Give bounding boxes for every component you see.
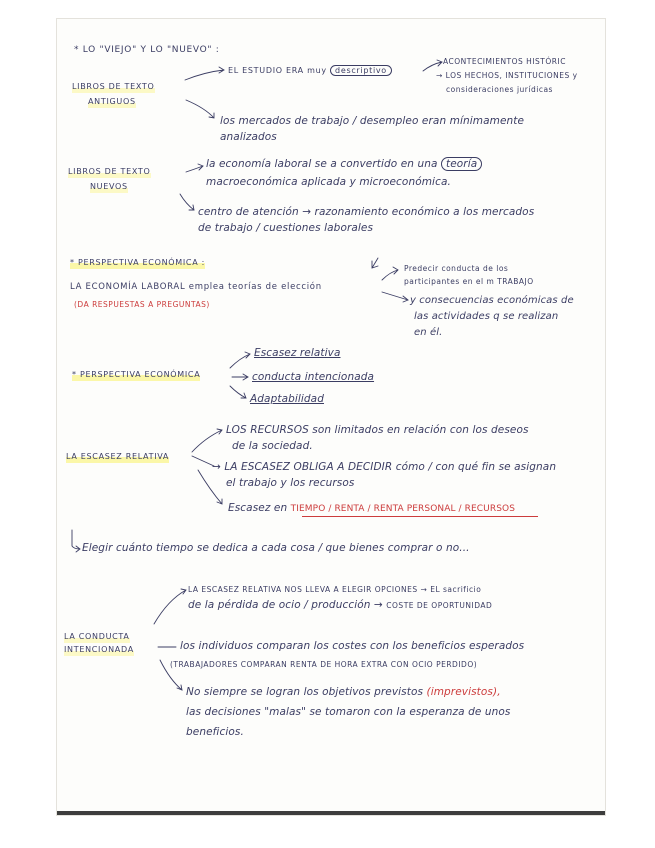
new-books-label-2: NUEVOS: [90, 182, 128, 191]
consequences-line-1: y consecuencias económicas de: [410, 295, 574, 306]
descriptive-line: [228, 64, 392, 77]
conduct-a-line-2-text: de la pérdida de ocio / producción →: [188, 599, 383, 611]
choose-time-line: Elegir cuánto tiempo se dedica a cada cosa / que bienes comprar o no...: [82, 542, 470, 554]
predict-line-2: participantes en el m TRABAJO: [404, 277, 534, 286]
decide-line-2: el trabajo y los recursos: [226, 477, 355, 489]
descriptive-prefix: EL ESTUDIO ERA muy: [228, 66, 327, 75]
opportunity-cost: COSTE DE OPORTUNIDAD: [386, 601, 493, 610]
unforeseen-red: (imprevistos),: [426, 686, 501, 698]
conduct-c-line-1-text: No siempre se logran los objetivos previstos: [186, 686, 424, 698]
markets-line-2: analizados: [220, 131, 277, 143]
item-relative-scarcity: Escasez relativa: [254, 347, 341, 359]
labor-economics-line: LA ECONOMÍA LABORAL emplea teorías de elección: [70, 282, 322, 292]
facts-line-1: ACONTECIMIENTOS HISTÓRIC: [443, 57, 566, 66]
focus-line-2: de trabajo / cuestiones laborales: [198, 222, 374, 234]
conduct-a-line-2: [188, 599, 492, 612]
red-underline: [302, 516, 538, 517]
old-books-label-2: ANTIGUOS: [88, 97, 136, 106]
new-books-line-1: [206, 158, 482, 171]
new-books-line-1-text: la economía laboral se a convertido en una: [206, 158, 438, 170]
intentional-conduct-label-1: LA CONDUCTA: [64, 632, 130, 641]
predict-line-1: Predecir conducta de los: [404, 264, 509, 273]
markets-line-1: los mercados de trabajo / desempleo eran mínimamente: [220, 115, 525, 127]
old-books-label-1: LIBROS DE TEXTO: [72, 82, 155, 91]
consequences-line-3: en él.: [414, 327, 443, 338]
heading-old-new: * LO "VIEJO" Y LO "NUEVO" :: [74, 45, 220, 55]
conduct-c-line-2: las decisiones "malas" se tomaron con la esperanza de unos: [186, 706, 511, 718]
conduct-a-line-1: LA ESCASEZ RELATIVA NOS LLEVA A ELEGIR OPCIONES → EL sacrificio: [188, 585, 482, 594]
heading-economic-perspective: * PERSPECTIVA ECONÓMICA :: [70, 258, 206, 267]
scarcity-in-prefix: Escasez en: [228, 502, 288, 514]
descriptive-word: descriptivo: [330, 65, 392, 76]
relative-scarcity-label: LA ESCASEZ RELATIVA: [66, 452, 170, 461]
conduct-c-line-3: beneficios.: [186, 726, 244, 738]
facts-line-3: consideraciones jurídicas: [446, 85, 553, 94]
focus-line-1: centro de atención → razonamiento económico a los mercados: [198, 206, 535, 218]
consequences-line-2: las actividades q se realizan: [414, 311, 559, 322]
item-intentional-conduct: conducta intencionada: [252, 371, 375, 383]
resources-line-1: LOS RECURSOS son limitados en relación con los deseos: [226, 424, 529, 436]
resources-line-2: de la sociedad.: [232, 440, 313, 452]
new-books-label-1: LIBROS DE TEXTO: [68, 167, 151, 176]
scarcity-in-line: [228, 502, 515, 516]
facts-line-2: → LOS HECHOS, INSTITUCIONES y: [436, 71, 578, 80]
theory-word: teoría: [441, 157, 482, 171]
decide-line-1: → LA ESCASEZ OBLIGA A DECIDIR cómo / con qué fin se asignan: [212, 461, 557, 473]
conduct-b-line-1: los individuos comparan los costes con los beneficios esperados: [180, 640, 525, 652]
conduct-b-line-2: (TRABAJADORES COMPARAN RENTA DE HORA EXTRA CON OCIO PERDIDO): [170, 660, 478, 669]
intentional-conduct-label-2: INTENCIONADA: [64, 645, 134, 654]
conduct-c-line-1: [186, 686, 501, 699]
new-books-line-2: macroeconómica aplicada y microeconómica.: [206, 176, 451, 188]
answers-questions-note: (DA RESPUESTAS A PREGUNTAS): [74, 300, 210, 309]
item-adaptability: Adaptabilidad: [250, 393, 324, 405]
perspective-label: * PERSPECTIVA ECONÓMICA: [72, 370, 201, 379]
scarcity-resources-red: TIEMPO / RENTA / RENTA PERSONAL / RECURSOS: [290, 504, 516, 514]
